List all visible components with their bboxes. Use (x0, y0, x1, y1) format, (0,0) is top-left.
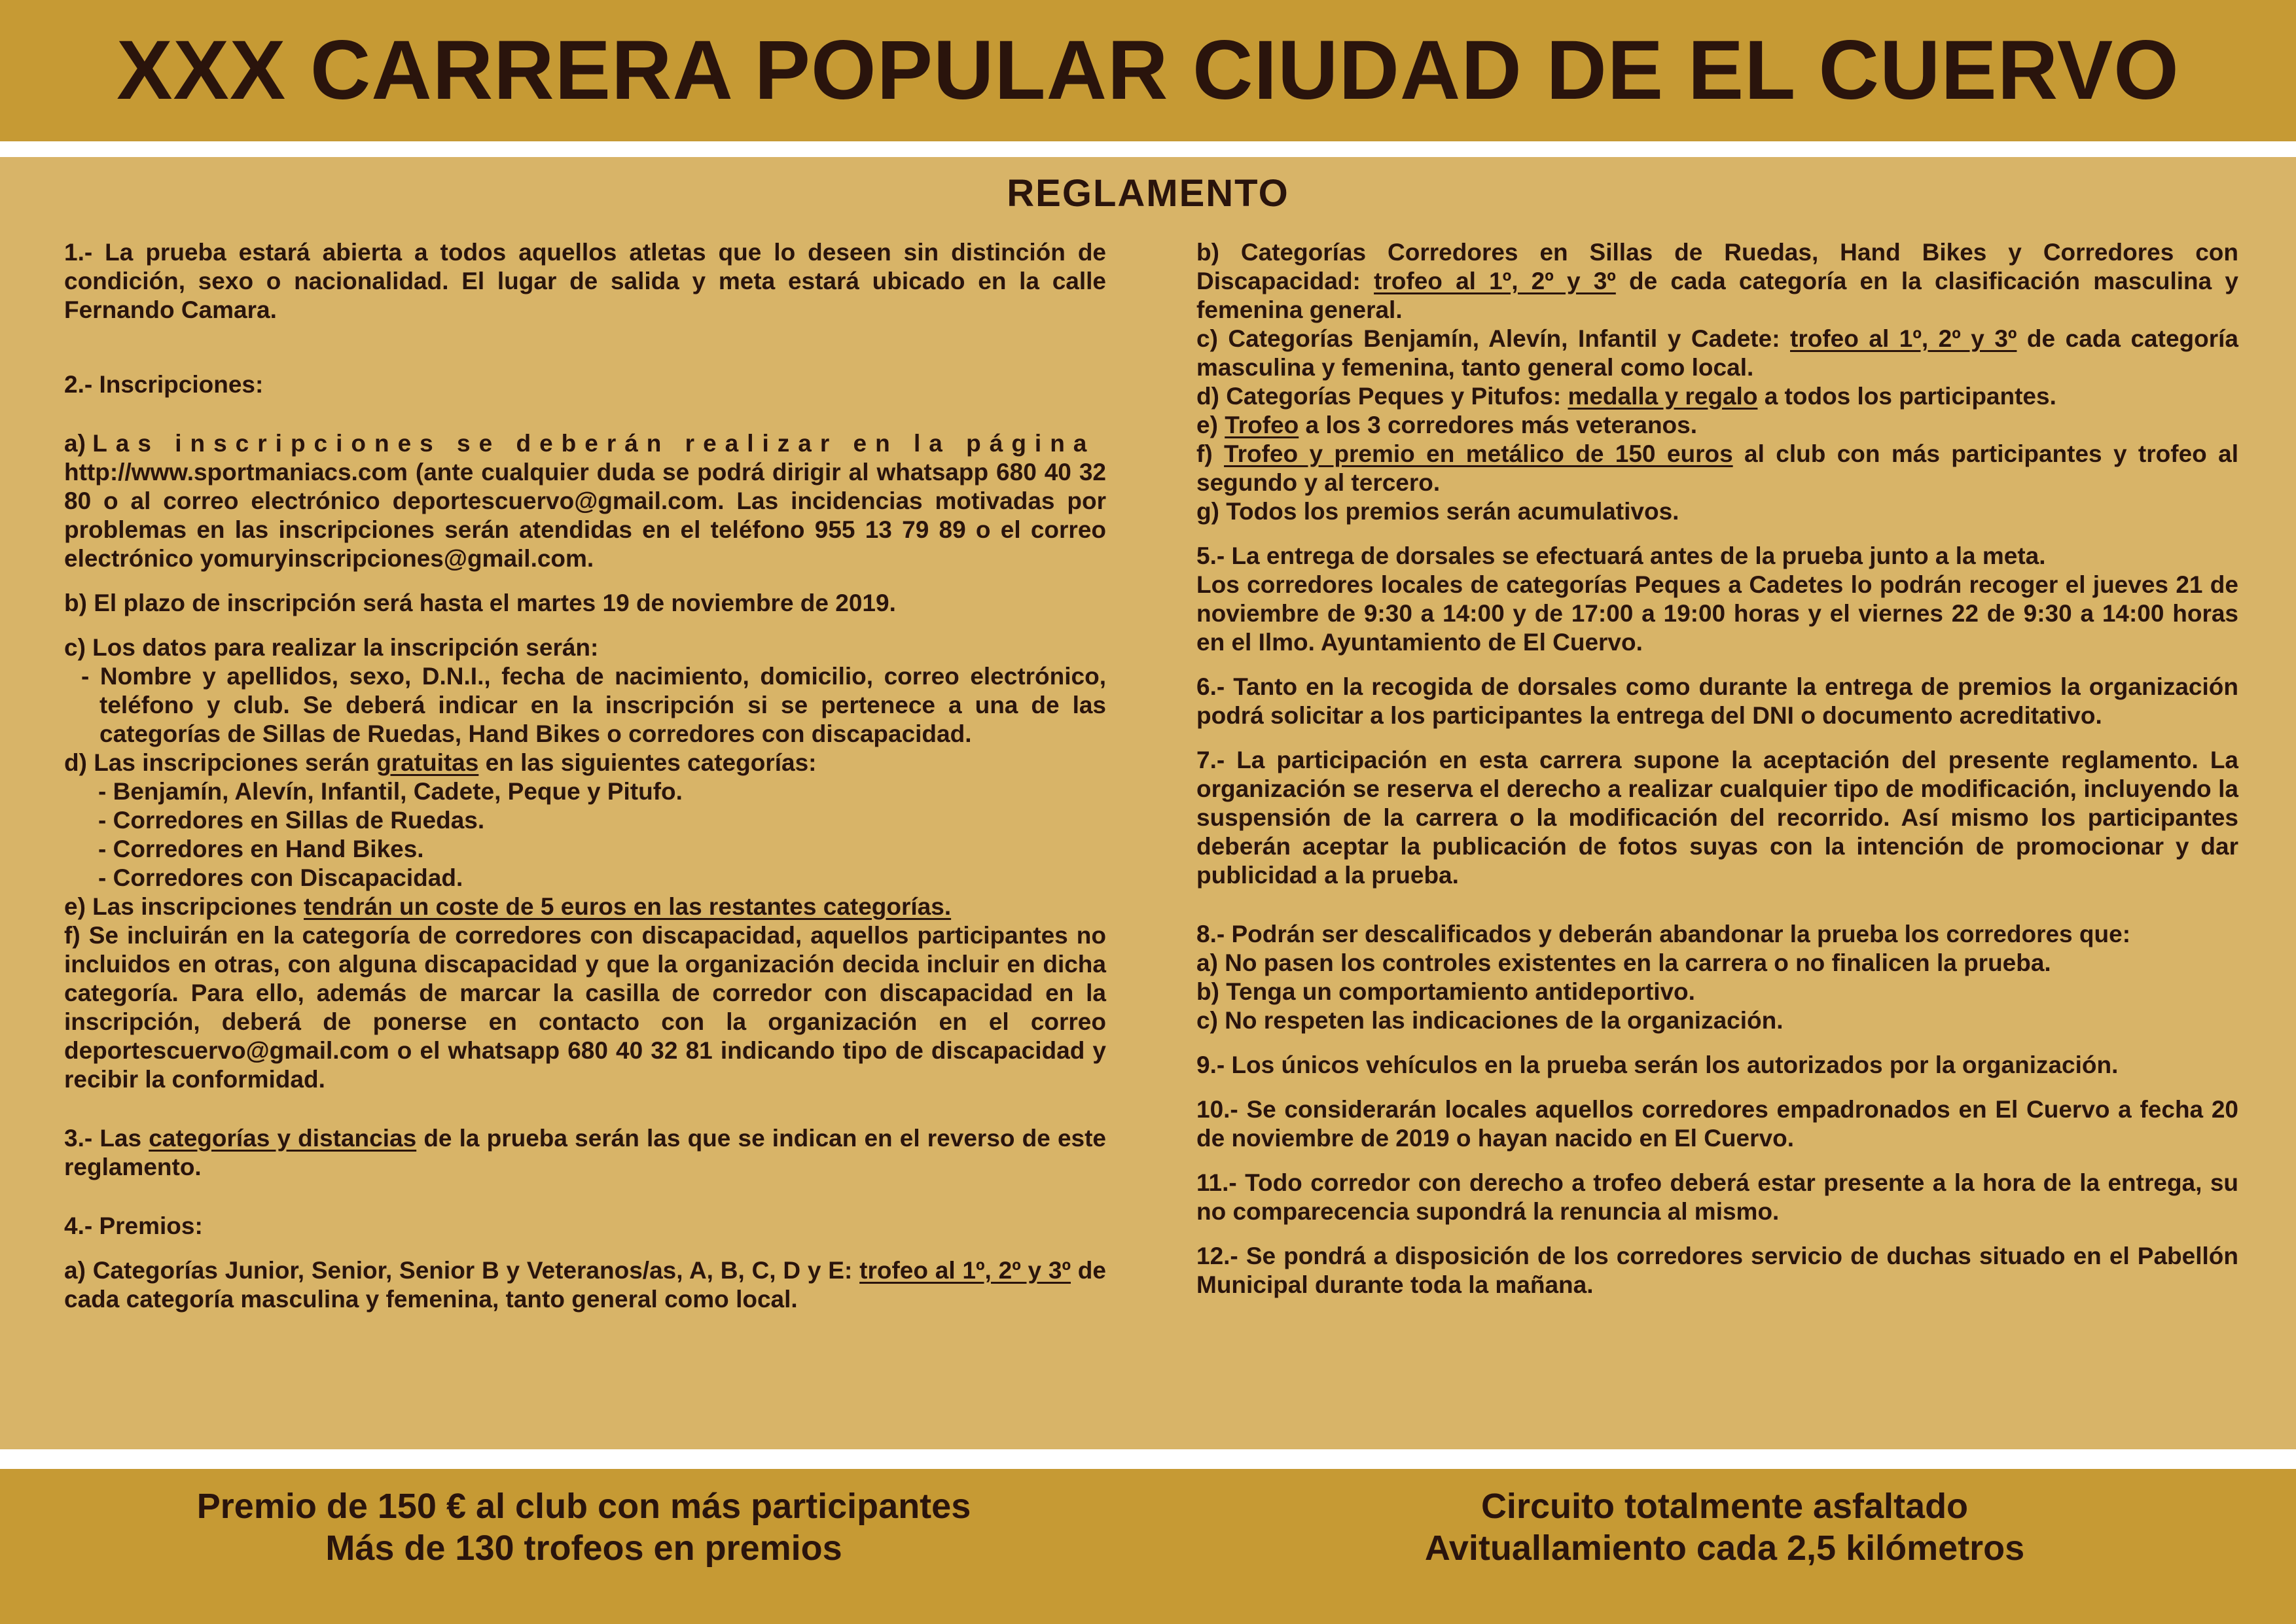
rule-4b-underlined: trofeo al 1º, 2º y 3º (1374, 268, 1616, 294)
rule-2d-text: d) Las inscripciones serán (64, 749, 377, 776)
rule-4d (1196, 382, 2238, 411)
rule-4c (1196, 325, 2238, 382)
rule-4a-text: a) Categorías Junior, Senior, Senior B y Veteranos/as, A, B, C, D y E: (64, 1257, 860, 1284)
list-item: - Corredores en Hand Bikes. (98, 836, 424, 862)
page-title: XXX CARRERA POPULAR CIUDAD DE EL CUERVO (117, 24, 2179, 117)
rule-4b-text-end: de cada categoría en la clasificación masculina y femenina general. (1196, 268, 2238, 323)
rule-2e (64, 892, 1106, 921)
rule-4d-text-end: a todos los participantes. (1757, 383, 2056, 410)
rule-4d-underlined: medalla y regalo (1568, 383, 1758, 410)
rule-3-underlined: categorías y distancias (149, 1125, 417, 1152)
rule-3-text: 3.- Las (64, 1125, 149, 1152)
rule-4f (1196, 440, 2238, 497)
rule-4d-text: d) Categorías Peques y Pitufos: (1196, 383, 1568, 410)
rule-4-heading: 4.- Premios: (64, 1212, 203, 1239)
rule-4b-text: b) Categorías Corredores en Sillas de Ruedas, Hand Bikes y Corredores con Discapacidad: (1196, 239, 2238, 294)
list-item: - Corredores con Discapacidad. (98, 864, 463, 891)
list-item: c) No respeten las indicaciones de la organización. (1196, 1007, 1784, 1034)
rule-3-text-end: de la prueba serán las que se indican en el reverso de este reglamento. (64, 1125, 1107, 1180)
list-item: - Benjamín, Alevín, Infantil, Cadete, Peque y Pitufo. (98, 778, 683, 805)
rule-2-heading: 2.- Inscripciones: (64, 371, 264, 398)
rule-4e-underlined: Trofeo (1225, 412, 1299, 438)
left-column (64, 238, 1106, 1330)
rule-4c-text-end: de cada categoría masculina y femenina, tanto general como local. (1196, 325, 2238, 381)
rule-2a-spaced: Las inscripciones se deberán realizar en la página (92, 430, 1096, 457)
footer-right-line-1: Circuito totalmente asfaltado (1480, 1487, 1969, 1526)
rule-2d (64, 749, 1106, 777)
rule-8: 8.- Podrán ser descalificados y deberán abandonar la prueba los corredores que: (1196, 921, 2131, 947)
rule-10: 10.- Se considerarán locales aquellos corredores empadronados en El Cuervo a fecha 20 de noviembre de 2019 o hayan nacido en El Cuervo. (1196, 1096, 2238, 1152)
section-title: REGLAMENTO (1007, 172, 1289, 215)
rule-3 (64, 1124, 1106, 1182)
rule-2e-underlined: tendrán un coste de 5 euros en las restantes categorías. (304, 893, 952, 920)
rule-11: 11.- Todo corredor con derecho a trofeo deberá estar presente a la hora de la entrega, su no comparecencia supondrá la renuncia al mismo. (1196, 1169, 2238, 1225)
rule-9: 9.- Los únicos vehículos en la prueba serán los autorizados por la organización. (1196, 1051, 2119, 1078)
rule-5-cont: Los corredores locales de categorías Peques a Cadetes lo podrán recoger el jueves 21 de noviembre de 9:30 a 14:00 y de 17:00 a 19:00 horas y el viernes 22 de 9:30 a 14:00 horas en el Ilmo. Ayuntamiento de El Cuervo. (1196, 571, 2238, 656)
rule-4a-underlined: trofeo al 1º, 2º y 3º (859, 1257, 1071, 1284)
rule-2a-cont: http://www.sportmaniacs.com (ante cualquier duda se podrá dirigir al whatsapp 680 40 32 80 o al correo electrónico deportescuervo@gmail.com. Las incidencias motivadas por problemas en las inscripciones serán atendidas en el teléfono 955 13 79 89 o el correo electrónico yomuryinscripciones@gmail.com. (64, 459, 1106, 572)
footer-left-line-2: Más de 130 trofeos en premios (325, 1528, 842, 1568)
rule-7: 7.- La participación en esta carrera supone la aceptación del presente reglamento. La organización se reserva el derecho a realizar cualquier tipo de modificación, incluyendo la suspensión de la carrera o la modificación del recorrido. Así mismo los participantes deberán aceptar la publicación de fotos suyas con la intención de promocionar y dar publicidad a la prueba. (1196, 747, 2238, 889)
right-column (1196, 238, 2238, 1315)
rule-2c: c) Los datos para realizar la inscripción serán: (64, 634, 599, 661)
rule-4c-underlined: trofeo al 1º, 2º y 3º (1790, 325, 2017, 352)
footer-left (60, 1485, 1107, 1569)
rule-4f-underlined: Trofeo y premio en metálico de 150 euros (1224, 440, 1733, 467)
rule-5: 5.- La entrega de dorsales se efectuará antes de la prueba junto a la meta. (1196, 542, 2046, 569)
rule-4f-text: f) (1196, 440, 1225, 467)
rule-4e-text: e) (1196, 412, 1225, 438)
rule-2e-text: e) Las inscripciones (64, 893, 304, 920)
footer-right-line-2: Avituallamiento cada 2,5 kilómetros (1424, 1528, 2025, 1568)
footer-right (1201, 1485, 2248, 1569)
rule-2b: b) El plazo de inscripción será hasta el martes 19 de noviembre de 2019. (64, 590, 896, 616)
footer-left-line-1: Premio de 150 € al club con más participantes (196, 1487, 971, 1526)
rule-4f-text-end: al club con más participantes y trofeo al segundo y al tercero. (1196, 440, 2238, 496)
rule-2f: f) Se incluirán en la categoría de corredores con discapacidad, aquellos participantes no incluidos en otras, con alguna discapacidad y que la organización decida incluir en dicha categoría. Para ello, además de marcar la casilla de corredor con discapacidad en la inscripción, deberá de ponerse en contacto con la organización en el correo deportescuervo@gmail.com o el whatsapp 680 40 32 81 indicando tipo de discapacidad y recibir la conformidad. (64, 922, 1106, 1093)
rule-2a-prefix: a) (64, 430, 93, 457)
rule-4a (64, 1256, 1106, 1314)
list-item: - Corredores en Sillas de Ruedas. (98, 807, 485, 834)
rule-2d-underlined: gratuitas (376, 749, 479, 776)
rule-2d-text-end: en las siguientes categorías: (478, 749, 817, 776)
rule-2a (64, 429, 1106, 458)
rule-6: 6.- Tanto en la recogida de dorsales como durante la entrega de premios la organización podrá solicitar a los participantes la entrega del DNI o documento acreditativo. (1196, 673, 2238, 729)
list-item: b) Tenga un comportamiento antideportivo. (1196, 978, 1695, 1005)
rule-12: 12.- Se pondrá a disposición de los corredores servicio de duchas situado en el Pabellón Municipal durante toda la mañana. (1196, 1243, 2238, 1298)
header-band (0, 0, 2296, 141)
rule-2c-item: - Nombre y apellidos, sexo, D.N.I., fecha de nacimiento, domicilio, correo electrónico, teléfono y club. Se deberá indicar en la inscripción si se pertenece a una de las categorías de Sillas de Ruedas, Hand Bikes o corredores con discapacidad. (81, 663, 1106, 747)
list-item: a) No pasen los controles existentes en la carrera o no finalicen la prueba. (1196, 949, 2051, 976)
rule-4a-text-end: de cada categoría masculina y femenina, tanto general como local. (64, 1257, 1106, 1313)
rule-4e (1196, 411, 2238, 440)
rule-1: 1.- La prueba estará abierta a todos aquellos atletas que lo deseen sin distinción de condición, sexo o nacionalidad. El lugar de salida y meta estará ubicado en la calle Fernando Camara. (64, 239, 1106, 323)
rule-4c-text: c) Categorías Benjamín, Alevín, Infantil y Cadete: (1196, 325, 1791, 352)
rule-4e-text-end: a los 3 corredores más veteranos. (1299, 412, 1697, 438)
rule-4g: g) Todos los premios serán acumulativos. (1196, 498, 1679, 525)
rule-4b (1196, 238, 2238, 325)
